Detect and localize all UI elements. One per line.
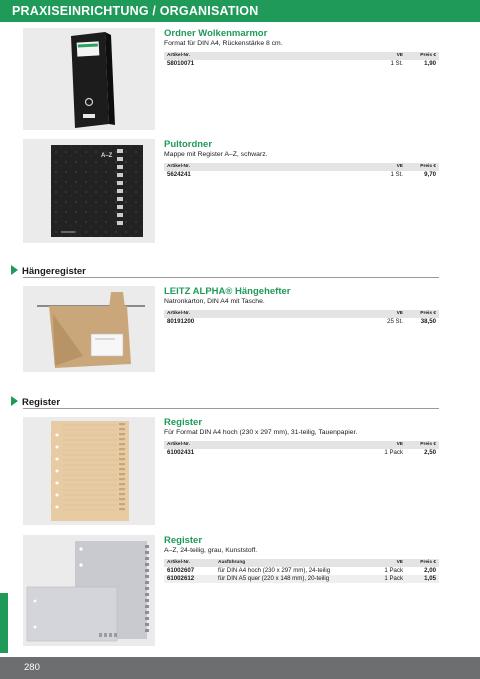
side-accent-tab [0, 593, 8, 653]
unit: 1 St. [390, 171, 403, 178]
col-article: Artikel-Nr. [167, 560, 190, 565]
col-unit: VE [396, 164, 403, 169]
col-price: Preis € [420, 442, 436, 447]
price-table [164, 310, 439, 326]
product-ordner-wolkenmarmor [164, 28, 439, 68]
triangle-icon [11, 265, 18, 275]
triangle-icon [11, 396, 18, 406]
unit: 1 Pack [384, 567, 403, 574]
section-divider [23, 277, 439, 278]
footer-bar [0, 657, 480, 679]
table-header [164, 52, 439, 60]
product-description: Für Format DIN A4 hoch (230 x 297 mm), 31-teilig, Tauenpapier. [164, 429, 358, 436]
col-price: Preis € [420, 164, 436, 169]
variant: für DIN A5 quer (220 x 148 mm), 20-teilig [218, 575, 330, 582]
table-row [164, 449, 439, 457]
product-title: Register [164, 417, 203, 428]
unit: 1 Pack [384, 575, 403, 582]
page-title: PRAXISEINRICHTUNG / ORGANISATION [12, 4, 259, 18]
unit: 1 Pack [384, 449, 403, 456]
product-leitz-haengehefter [164, 286, 439, 326]
pultordner-image-label: A–Z [101, 153, 113, 159]
col-unit: VE [396, 560, 403, 565]
product-register-kunststoff [164, 535, 439, 583]
product-description: Mappe mit Register A–Z, schwarz. [164, 151, 268, 158]
product-title: Pultordner [164, 139, 213, 150]
product-image-ordner [23, 28, 155, 130]
article-number: 61002431 [167, 449, 195, 456]
article-number: 61002607 [167, 567, 195, 574]
price: 38,50 [420, 318, 436, 325]
table-row [164, 318, 439, 326]
price-table [164, 163, 439, 179]
col-article: Artikel-Nr. [167, 311, 190, 316]
table-header [164, 310, 439, 318]
price: 9,70 [424, 171, 436, 178]
product-description: Natronkarton, DIN A4 mit Tasche. [164, 298, 265, 305]
table-row [164, 60, 439, 68]
variant: für DIN A4 hoch (230 x 297 mm), 24-teilig [218, 567, 331, 574]
product-title: LEITZ ALPHA® Hängehefter [164, 286, 291, 297]
price-table [164, 52, 439, 68]
unit: 25 St. [387, 318, 403, 325]
article-number: 58010071 [167, 60, 195, 67]
article-number: 61002612 [167, 575, 195, 582]
col-article: Artikel-Nr. [167, 53, 190, 58]
article-number: 5624241 [167, 171, 191, 178]
table-header [164, 441, 439, 449]
price-table [164, 559, 439, 583]
col-unit: VE [396, 53, 403, 58]
product-title: Ordner Wolkenmarmor [164, 28, 268, 39]
table-row [164, 171, 439, 179]
price: 2,50 [424, 449, 436, 456]
unit: 1 St. [390, 60, 403, 67]
col-unit: VE [396, 442, 403, 447]
page-number: 280 [24, 662, 40, 673]
product-register-tauenpapier [164, 417, 439, 457]
article-number: 80191200 [167, 318, 195, 325]
table-header [164, 163, 439, 171]
product-image-pultordner [23, 139, 155, 243]
col-article: Artikel-Nr. [167, 164, 190, 169]
col-price: Preis € [420, 560, 436, 565]
product-image-haengehefter [23, 286, 155, 372]
col-price: Preis € [420, 311, 436, 316]
section-title-haengeregister: Hängeregister [11, 265, 86, 277]
col-variant: Ausführung [218, 560, 246, 565]
table-row [164, 575, 439, 583]
product-title: Register [164, 535, 203, 546]
price-table [164, 441, 439, 457]
table-header [164, 559, 439, 567]
section-divider [23, 408, 439, 409]
col-price: Preis € [420, 53, 436, 58]
header-bar [0, 0, 480, 22]
product-description: A–Z, 24-teilig, grau, Kunststoff. [164, 547, 258, 554]
col-article: Artikel-Nr. [167, 442, 190, 447]
table-row [164, 567, 439, 575]
section-title-register: Register [11, 396, 60, 408]
price: 2,00 [424, 567, 436, 574]
product-image-register-kunststoff [23, 535, 155, 646]
price: 1,90 [424, 60, 436, 67]
product-image-register-tauenpapier [23, 417, 155, 525]
product-pultordner [164, 139, 439, 179]
product-description: Format für DIN A4, Rückenstärke 8 cm. [164, 40, 283, 47]
price: 1,05 [424, 575, 436, 582]
col-unit: VE [396, 311, 403, 316]
